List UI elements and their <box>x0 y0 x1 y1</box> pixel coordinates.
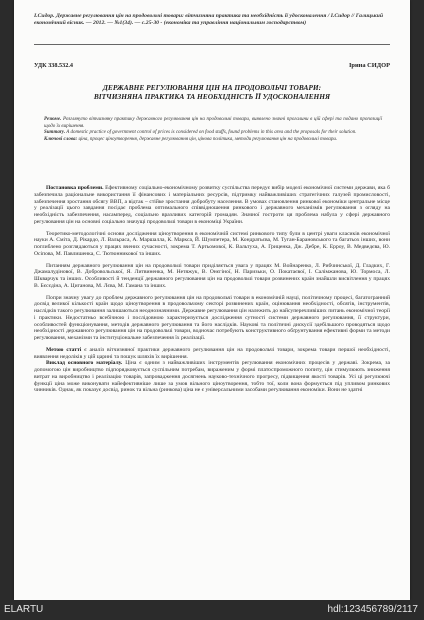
paragraph-text: є аналіз вітчизняної практики державного регулювання цін на продовольчі товари, зокрема товари першої необхідності, виявлення недоліків у цій царині та пошук шляхів їх вирішення. <box>34 346 390 360</box>
paragraph-problem-statement <box>34 185 390 226</box>
repository-name: ELARTU <box>4 604 44 615</box>
paragraph-text: Ціна є одним з найважливіших інструментів регулювання економічних процесів у державі. Зокрема, за допомогою цін виробництво підпорядковується суспільним потребам, вираженим у формі платоспроможного попиту, цін стимулюють зниження витрат на виробництво і реалізацію товарів, запровадження досягнень науково-технічного прогресу, підвищення якості товарів. Усі ці регулюючі функції ціна може виконувати найефективніше лише за умов вільного ціноутворення, тобто тої, коли вона формується під упливом ринкових чинників. Однак, як показує досвід, ринок та вільна (ринкова) ціна не є універсальними засобами регулювання економіки. Вони не здатні <box>34 360 390 394</box>
viewer-footer-bar <box>0 600 424 620</box>
resume-text: Розглянуто вітчизняну практику державного регулювання цін на продовольчі товари, виявлено значні прогалини в цій сфері та подано пропозиції щодо їх вирішення. <box>44 117 382 129</box>
paragraph-text: Теоретико-методологічні основи дослідження ціноутворення в економічній системі ринкового типу були в центрі уваги класиків економічної науки А. Сміта, Д. Рікардо, Л. Вальраса, А. Маршалла, К. Маркса, Й. Шумпетера, М. Кондратьєва, М. Туган-Барановського та багатьох інших, вони поглиблено розглядаються у працях вчених сучасності, зокрема Т. Артьомової, К. Вальтуха, А. Гриценка, Дж. Дебре, К. Ерроу, В. Медведєва, Ю. Осіпова, М. Павлишенка, С. Тютюнникової та інших. <box>34 230 390 257</box>
paragraph-text: Ефективному соціально-економічному розвитку суспільства передує вибір моделі економічної системи держави, яка б забезпечила раціональне використання її фінансових і матеріальних ресурсів, підтримку найважливіших стратегічних галузей промисловості, забезпечення зростання обсягу ВВП, а відтак – стійке зростання добробуту населення. В умовах становлення ринкової економіки центральне місце у реалізації цього завдання посідає проблема оптимального співвідношення ринкового і державного механізмів регулювання з огляду на необхідність забезпечення, насамперед, соціально вразливих категорій громадян. Значної гостроти ця проблема набула у сфері державного регулювання цін на основні соціально значущі продовольчі товари в економіці України. <box>34 185 390 225</box>
author-name: Ірина СИДОР <box>348 62 390 69</box>
resume-label: Резюме. <box>44 117 62 122</box>
udk-code: УДК 338.532.4 <box>34 62 73 69</box>
resume <box>44 117 382 130</box>
article-title <box>34 83 390 101</box>
summary-text: A domestic practice of government control of prices is considered on food stuffs, found problems in this area and the proposals for their solution. <box>66 130 357 136</box>
paragraph-text: Питанням державного регулювання цін на продовольчі товари приділяється увага у працях М. Войнаренко, Л. Рибчинської, Д. Гладких, Г. Джамалудінової, В. Добровольської, Я. Литвиненка, М. Нетяжук, В. Онєгіної, Н. Паризьки, О. Покатаєвої, І. Салімжанова, Ю. Тормоса, Л. Шкварчук та інших. Особливості й тенденції державного регулювання цін на продовольчі товари розвинених країн знайшли висвітлення у працях В. Бєсєдіна, А. Циганова, М. Лєва, М. Гамана та інших. <box>34 262 390 289</box>
summary <box>44 130 382 137</box>
abstract-block <box>44 117 382 144</box>
paragraph-article-goal <box>34 347 390 361</box>
title-line-2: ВІТЧИЗНЯНА ПРАКТИКА ТА НЕОБХІДНІСТЬ ЇЇ УДОСКОНАЛЕННЯ <box>93 92 331 101</box>
handle-identifier: hdl:123456789/2117 <box>327 604 418 615</box>
title-line-1: ДЕРЖАВНЕ РЕГУЛЮВАННЯ ЦІН НА ПРОДОВОЛЬЧІ ТОВАРИ: <box>102 83 322 92</box>
header-divider <box>34 44 390 45</box>
paragraph-lead: Постановка проблеми. <box>46 185 104 191</box>
keywords-label: Ключові слова: <box>44 137 78 143</box>
paragraph-main-material <box>34 360 390 394</box>
document-page <box>14 0 410 600</box>
paragraph-unresolved-issues <box>34 295 390 342</box>
paragraph-lead: Виклад основного матеріалу. <box>46 360 123 367</box>
summary-label: Summary. <box>44 130 66 136</box>
keywords-text: ціна, процес ціноутворення, державне регулювання цін, цінова політика, методи регулювання цін на продовольчі товари. <box>78 137 338 143</box>
paragraph-literature-regulation <box>34 263 390 290</box>
journal-citation-header: І.Сидор. Державне регулювання цін на продовольчі товари: вітчизняна практика та необхідність її удосконалення / І.Сидор // Галицький економічний вісник. — 2012. — №1(34). — с.25-30 - (економіка та управління національним господарством) <box>34 13 383 26</box>
paragraph-literature-theory <box>34 231 390 258</box>
paragraph-lead: Метою статті <box>46 346 82 353</box>
paragraph-text: Попри значну увагу до проблем державного регулювання цін на продовольчі товари в економічній науці, політичному процесі, багатогранний досвід великої кількості країн щодо ціноутворення в продовольчому секторі розвинених країн, оцінювання необхідності, обсягів, інструментів, наслідків такого регулювання залишаються неоднозначними. Державне регулювання цін належить до найсуперечливіших питань економічної теорії і практики. Недостатньо всебічною і послідовною характеризується дослідження сутності системи державного регулювання, її структури, особливостей функціонування, методів державного регулювання та його наслідків. Наукові та політичні дискусії здебільшого проводяться щодо необхідності державного регулювання цін на продовольчі товари, водночас потребують конструктивного обґрунтування ефективні форми та методи регулювання, механізми та інституціональне забезпечення їх реалізації. <box>34 294 390 341</box>
article-body <box>34 185 390 394</box>
keywords <box>44 137 382 144</box>
